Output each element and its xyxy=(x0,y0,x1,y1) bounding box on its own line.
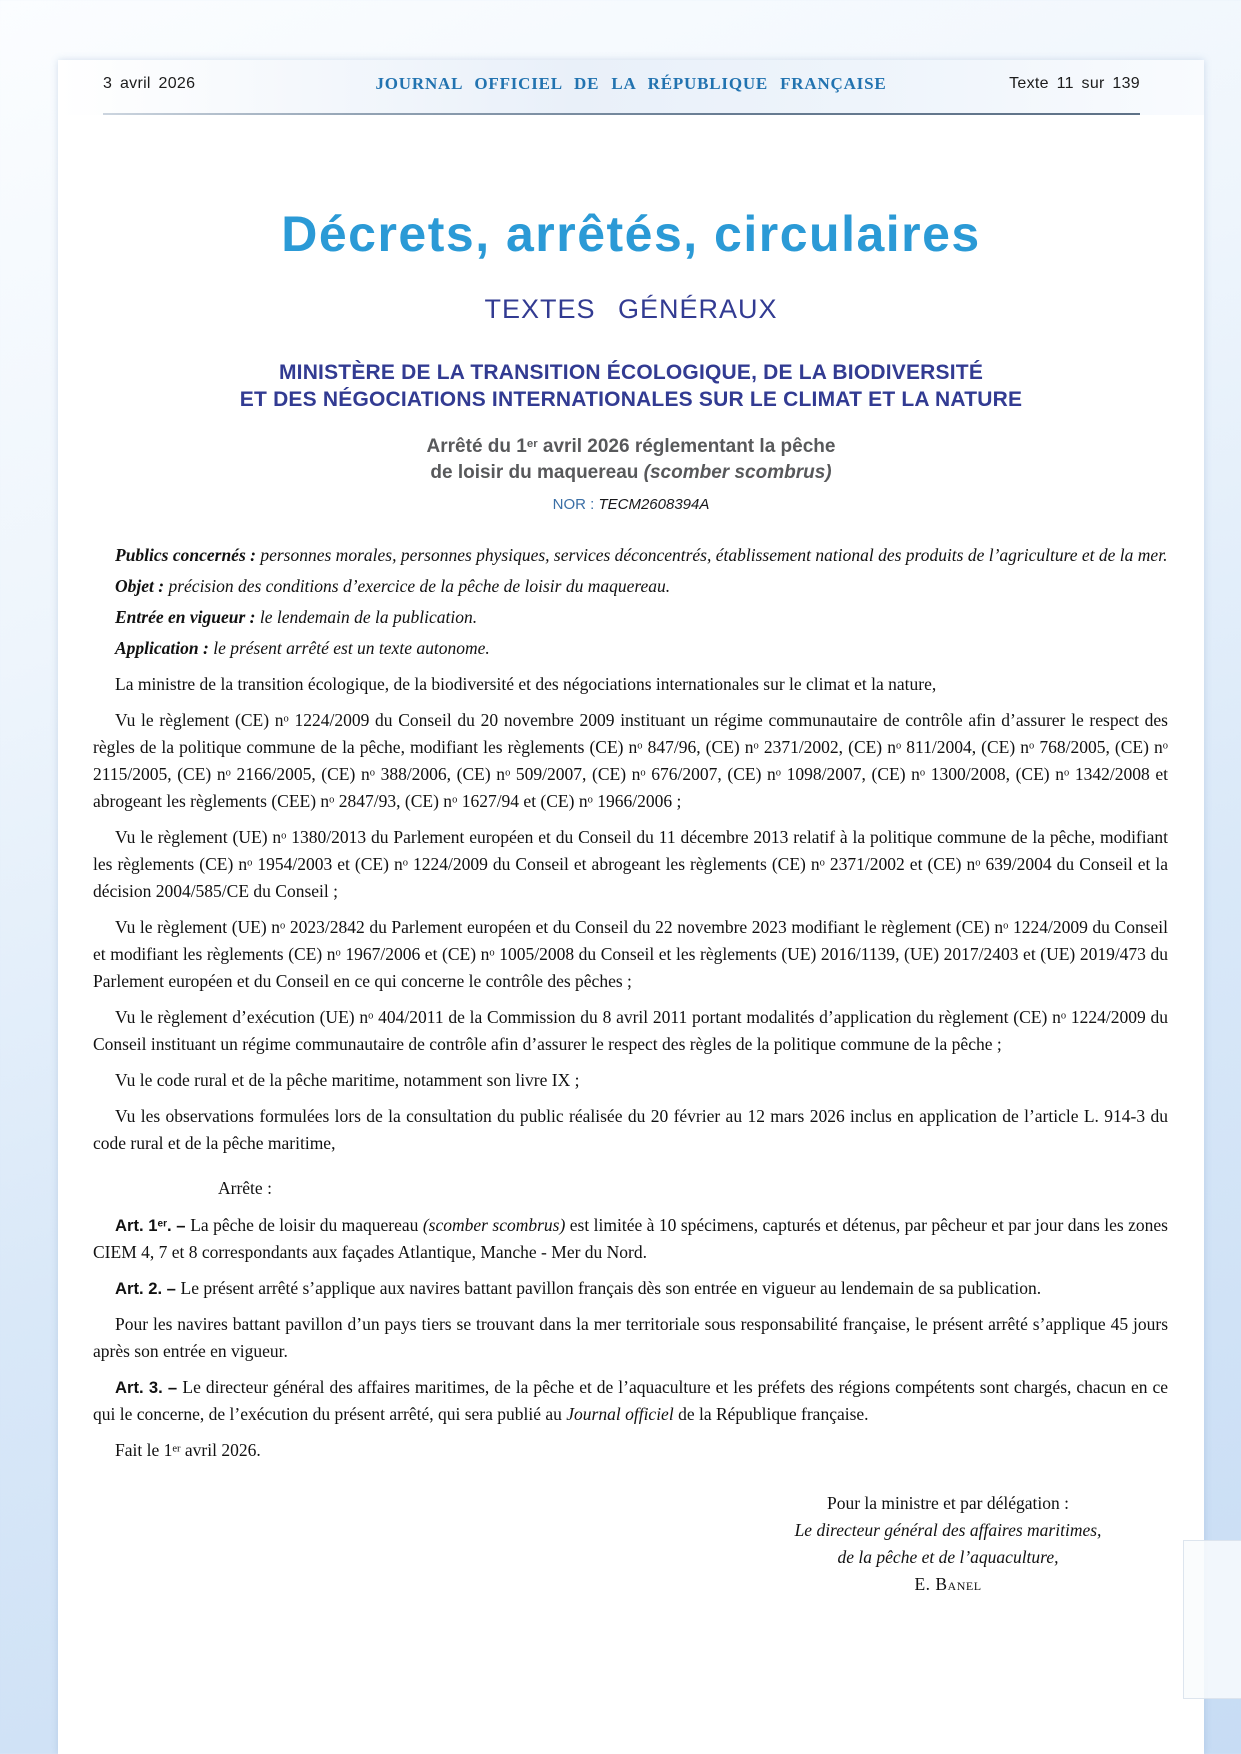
article-1: Art. 1er. – La pêche de loisir du maquereau (scomber scombrus) est limitée à 10 spécimens, capturés et détenus, par pêcheur et par jour dans les zones CIEM 4, 7 et 8 correspondants aux façades Atlantique, Manche - Mer du Nord. xyxy=(93,1215,1168,1262)
visa-paragraph: Vu le règlement (CE) $n^o$ 1224/2009 du Conseil du 20 novembre 2009 instituant un régime communautaire de contrôle afin d’assurer le respect des règles de la politique commune de la pêche, modifiant les règlements (CE) $n^o$ 847/96, (CE) $n^o$ 2371/2002, (CE) $n^o$ 811/2004, (CE) $n^o$ 768/2005, (CE) $n^o$ 2115/2005, (CE) $n^o$ 2166/2005, (CE) $n^o$ 388/2006, (CE) $n^o$ 509/2007, (CE) $n^o$ 676/2007, (CE) $n^o$ 1098/2007, (CE) $n^o$ 1300/2008, (CE) $n^o$ 1342/2008 et abrogeant les règlements (CEE) $n^o$ 2847/93, (CE) $n^o$ 1627/94 et (CE) $n^o$ 1966/2006 ; xyxy=(93,710,1168,811)
act-title xyxy=(58,434,1204,486)
visa-paragraph: La ministre de la transition écologique, de la biodiversité et des négociations internationales sur le climat et la nature, xyxy=(115,674,937,694)
page-header xyxy=(58,60,1204,115)
article-2: Art. 2. – Le présent arrêté s’applique aux navires battant pavillon français dès son entrée en vigueur au lendemain de sa publication. xyxy=(115,1278,1042,1298)
journal-title: JOURNAL OFFICIEL DE LA RÉPUBLIQUE FRANÇAISE xyxy=(375,74,887,93)
ministry-title-line2: ET DES NÉGOCIATIONS INTERNATIONALES SUR LE CLIMAT ET LA NATURE xyxy=(239,388,1023,411)
preamble-entree-vigueur: Entrée en vigueur : le lendemain de la publication. xyxy=(115,607,478,627)
decree-intro: Arrête : xyxy=(218,1178,272,1198)
preamble-application: Application : le présent arrêté est un texte autonome. xyxy=(115,638,490,658)
main-title: Décrets, arrêtés, circulaires xyxy=(281,206,981,262)
nor-value: TECM2608394A xyxy=(598,496,710,513)
signature-title-line1: Le directeur général des affaires maritimes, xyxy=(794,1520,1102,1540)
signature-block xyxy=(728,1490,1168,1598)
visa-paragraph: Vu le code rural et de la pêche maritime, notamment son livre IX ; xyxy=(115,1070,580,1090)
preamble-objet: Objet : précision des conditions d’exercice de la pêche de loisir du maquereau. xyxy=(115,576,671,596)
page-corner-artifact xyxy=(1183,1540,1241,1699)
signature-name: E. Banel xyxy=(914,1574,982,1594)
visa-paragraph: Vu le règlement (UE) $n^o$ 2023/2842 du Parlement européen et du Conseil du 22 novembre 2023 modifiant le règlement (CE) $n^o$ 1224/2009 du Conseil et modifiant les règlements (CE) $n^o$ 1967/2006 et (CE) $n^o$ 1005/2008 du Conseil et les règlements (UE) 2016/1139, (UE) 2017/2403 et (UE) 2019/473 du Parlement européen et du Conseil en ce qui concerne le contrôle des pêches ; xyxy=(93,917,1169,991)
header-text-ref: Texte 11 sur 139 xyxy=(1009,75,1140,92)
act-body xyxy=(93,542,1168,1598)
header-rule xyxy=(103,113,1140,115)
closing-date: Fait le 1er avril 2026. xyxy=(115,1440,261,1460)
article-2-paragraph-2: Pour les navires battant pavillon d’un pays tiers se trouvant dans la mer territoriale sous responsabilité française, le présent arrêté s’applique 45 jours après son entrée en vigueur. xyxy=(93,1314,1168,1361)
nor-label: NOR : xyxy=(552,496,599,513)
header-date: 3 avril 2026 xyxy=(103,75,196,92)
act-title-line2: de loisir du maquereau (scomber scombrus) xyxy=(430,462,832,483)
section-title: TEXTES GÉNÉRAUX xyxy=(484,294,778,324)
act-title-line1: Arrêté du 1er avril 2026 réglementant la pêche xyxy=(426,436,836,457)
visa-paragraph: Vu le règlement d’exécution (UE) $n^o$ 404/2011 de la Commission du 8 avril 2011 portant modalités d’application du règlement (CE) $n^o$ 1224/2009 du Conseil instituant un régime communautaire de contrôle afin d’assurer le respect des règles de la politique commune de la pêche ; xyxy=(93,1007,1168,1054)
signature-delegation: Pour la ministre et par délégation : xyxy=(826,1493,1070,1513)
ministry-title xyxy=(58,359,1204,413)
visa-paragraph: Vu les observations formulées lors de la consultation du public réalisée du 20 février au 12 mars 2026 inclus en application de l’article L. 914-3 du code rural et de la pêche maritime, xyxy=(93,1106,1168,1153)
preamble-publics: Publics concernés : personnes morales, personnes physiques, services déconcentrés, établissement national des produits de l’agriculture et de la mer. xyxy=(115,545,1168,565)
document-page xyxy=(58,60,1204,1754)
ministry-title-line1: MINISTÈRE DE LA TRANSITION ÉCOLOGIQUE, DE LA BIODIVERSITÉ xyxy=(278,361,984,384)
nor-line xyxy=(58,496,1204,514)
article-3: Art. 3. – Le directeur général des affaires maritimes, de la pêche et de l’aquaculture et les préfets des régions compétents sont chargés, chacun en ce qui le concerne, de l’exécution du présent arrêté, qui sera publié au Journal officiel de la République française. xyxy=(93,1377,1168,1424)
visa-paragraph: Vu le règlement (UE) $n^o$ 1380/2013 du Parlement européen et du Conseil du 11 décembre 2013 relatif à la politique commune de la pêche, modifiant les règlements (CE) $n^o$ 1954/2003 et (CE) $n^o$ 1224/2009 du Conseil et abrogeant les règlements (CE) $n^o$ 2371/2002 et (CE) $n^o$ 639/2004 du Conseil et la décision 2004/585/CE du Conseil ; xyxy=(93,827,1168,901)
signature-title-line2: de la pêche et de l’aquaculture, xyxy=(837,1547,1059,1567)
